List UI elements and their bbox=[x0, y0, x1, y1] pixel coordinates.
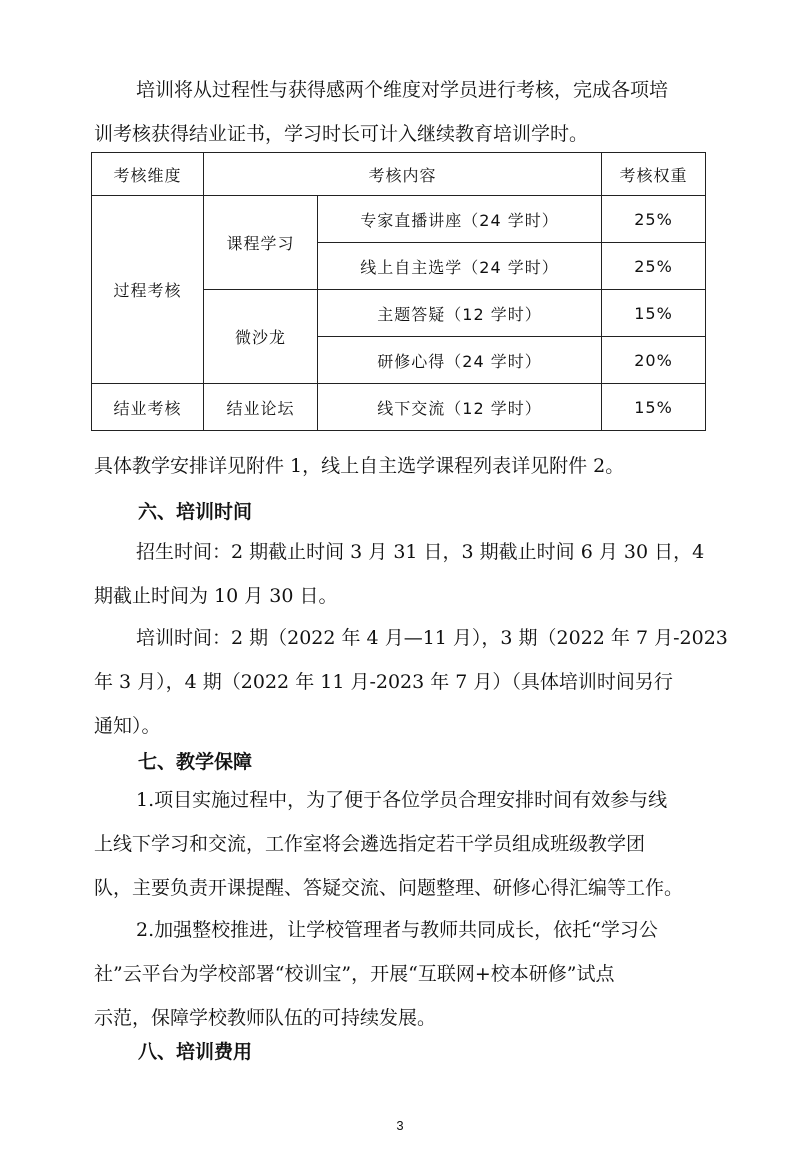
subgroup-salon: 微沙龙 bbox=[204, 290, 318, 384]
enroll-paragraph bbox=[94, 530, 706, 618]
row-weight: 25% bbox=[602, 196, 706, 243]
p2-line-2: 社”云平台为学校部署“校训宝”，开展“互联网+校本研修”试点 bbox=[94, 963, 615, 985]
section6-heading: 六、培训时间 bbox=[138, 501, 253, 523]
p1-line-2: 上线下学习和交流，工作室将会遴选指定若干学员组成班级教学团 bbox=[94, 833, 646, 855]
p1-line-3: 队，主要负责开课提醒、答疑交流、问题整理、研修心得汇编等工作。 bbox=[94, 877, 684, 899]
guarantee-paragraph-2 bbox=[94, 908, 706, 1040]
guarantee-paragraph-1 bbox=[94, 778, 706, 910]
row-content: 线下交流（12 学时） bbox=[318, 384, 602, 431]
train-paragraph bbox=[94, 616, 728, 748]
table-row bbox=[92, 196, 706, 243]
intro-paragraph bbox=[94, 68, 706, 156]
table-header-row bbox=[92, 153, 706, 196]
train-line-2: 年 3 月），4 期（2022 年 11 月-2023 年 7 月）（具体培训时间另行 bbox=[94, 671, 673, 693]
row-content: 主题答疑（12 学时） bbox=[318, 290, 602, 337]
row-content: 专家直播讲座（24 学时） bbox=[318, 196, 602, 243]
group-final: 结业考核 bbox=[92, 384, 204, 431]
header-content: 考核内容 bbox=[204, 153, 602, 196]
p1-line-1: 1.项目实施过程中，为了便于各位学员合理安排时间有效参与线 bbox=[136, 789, 668, 811]
subgroup-course: 课程学习 bbox=[204, 196, 318, 290]
row-content: 研修心得（24 学时） bbox=[318, 337, 602, 384]
enroll-line-1: 招生时间：2 期截止时间 3 月 31 日，3 期截止时间 6 月 30 日，4 bbox=[136, 541, 705, 563]
intro-line-2: 训考核获得结业证书，学习时长可计入继续教育培训学时。 bbox=[94, 123, 589, 145]
train-line-3: 通知）。 bbox=[94, 715, 161, 737]
group-process: 过程考核 bbox=[92, 196, 204, 384]
section8-heading: 八、培训费用 bbox=[138, 1041, 253, 1063]
row-weight: 25% bbox=[602, 243, 706, 290]
enroll-line-2: 期截止时间为 10 月 30 日。 bbox=[94, 585, 338, 607]
p2-line-1: 2.加强整校推进，让学校管理者与教师共同成长，依托“学习公 bbox=[136, 919, 658, 941]
header-dimension: 考核维度 bbox=[92, 153, 204, 196]
row-weight: 15% bbox=[602, 290, 706, 337]
subgroup-forum: 结业论坛 bbox=[204, 384, 318, 431]
row-content: 线上自主选学（24 学时） bbox=[318, 243, 602, 290]
header-weight: 考核权重 bbox=[602, 153, 706, 196]
after-table-line: 具体教学安排详见附件 1，线上自主选学课程列表详见附件 2。 bbox=[94, 455, 625, 477]
row-weight: 15% bbox=[602, 384, 706, 431]
table-row bbox=[92, 384, 706, 431]
after-table-paragraph bbox=[94, 444, 706, 488]
p2-line-3: 示范，保障学校教师队伍的可持续发展。 bbox=[94, 1007, 437, 1029]
page-number: 3 bbox=[396, 1118, 404, 1133]
train-line-1: 培训时间：2 期（2022 年 4 月—11 月），3 期（2022 年 7 月-2023 bbox=[136, 627, 728, 649]
assessment-table bbox=[91, 152, 706, 431]
row-weight: 20% bbox=[602, 337, 706, 384]
intro-line-1: 培训将从过程性与获得感两个维度对学员进行考核，完成各项培 bbox=[136, 79, 669, 101]
section7-heading: 七、教学保障 bbox=[138, 751, 253, 773]
